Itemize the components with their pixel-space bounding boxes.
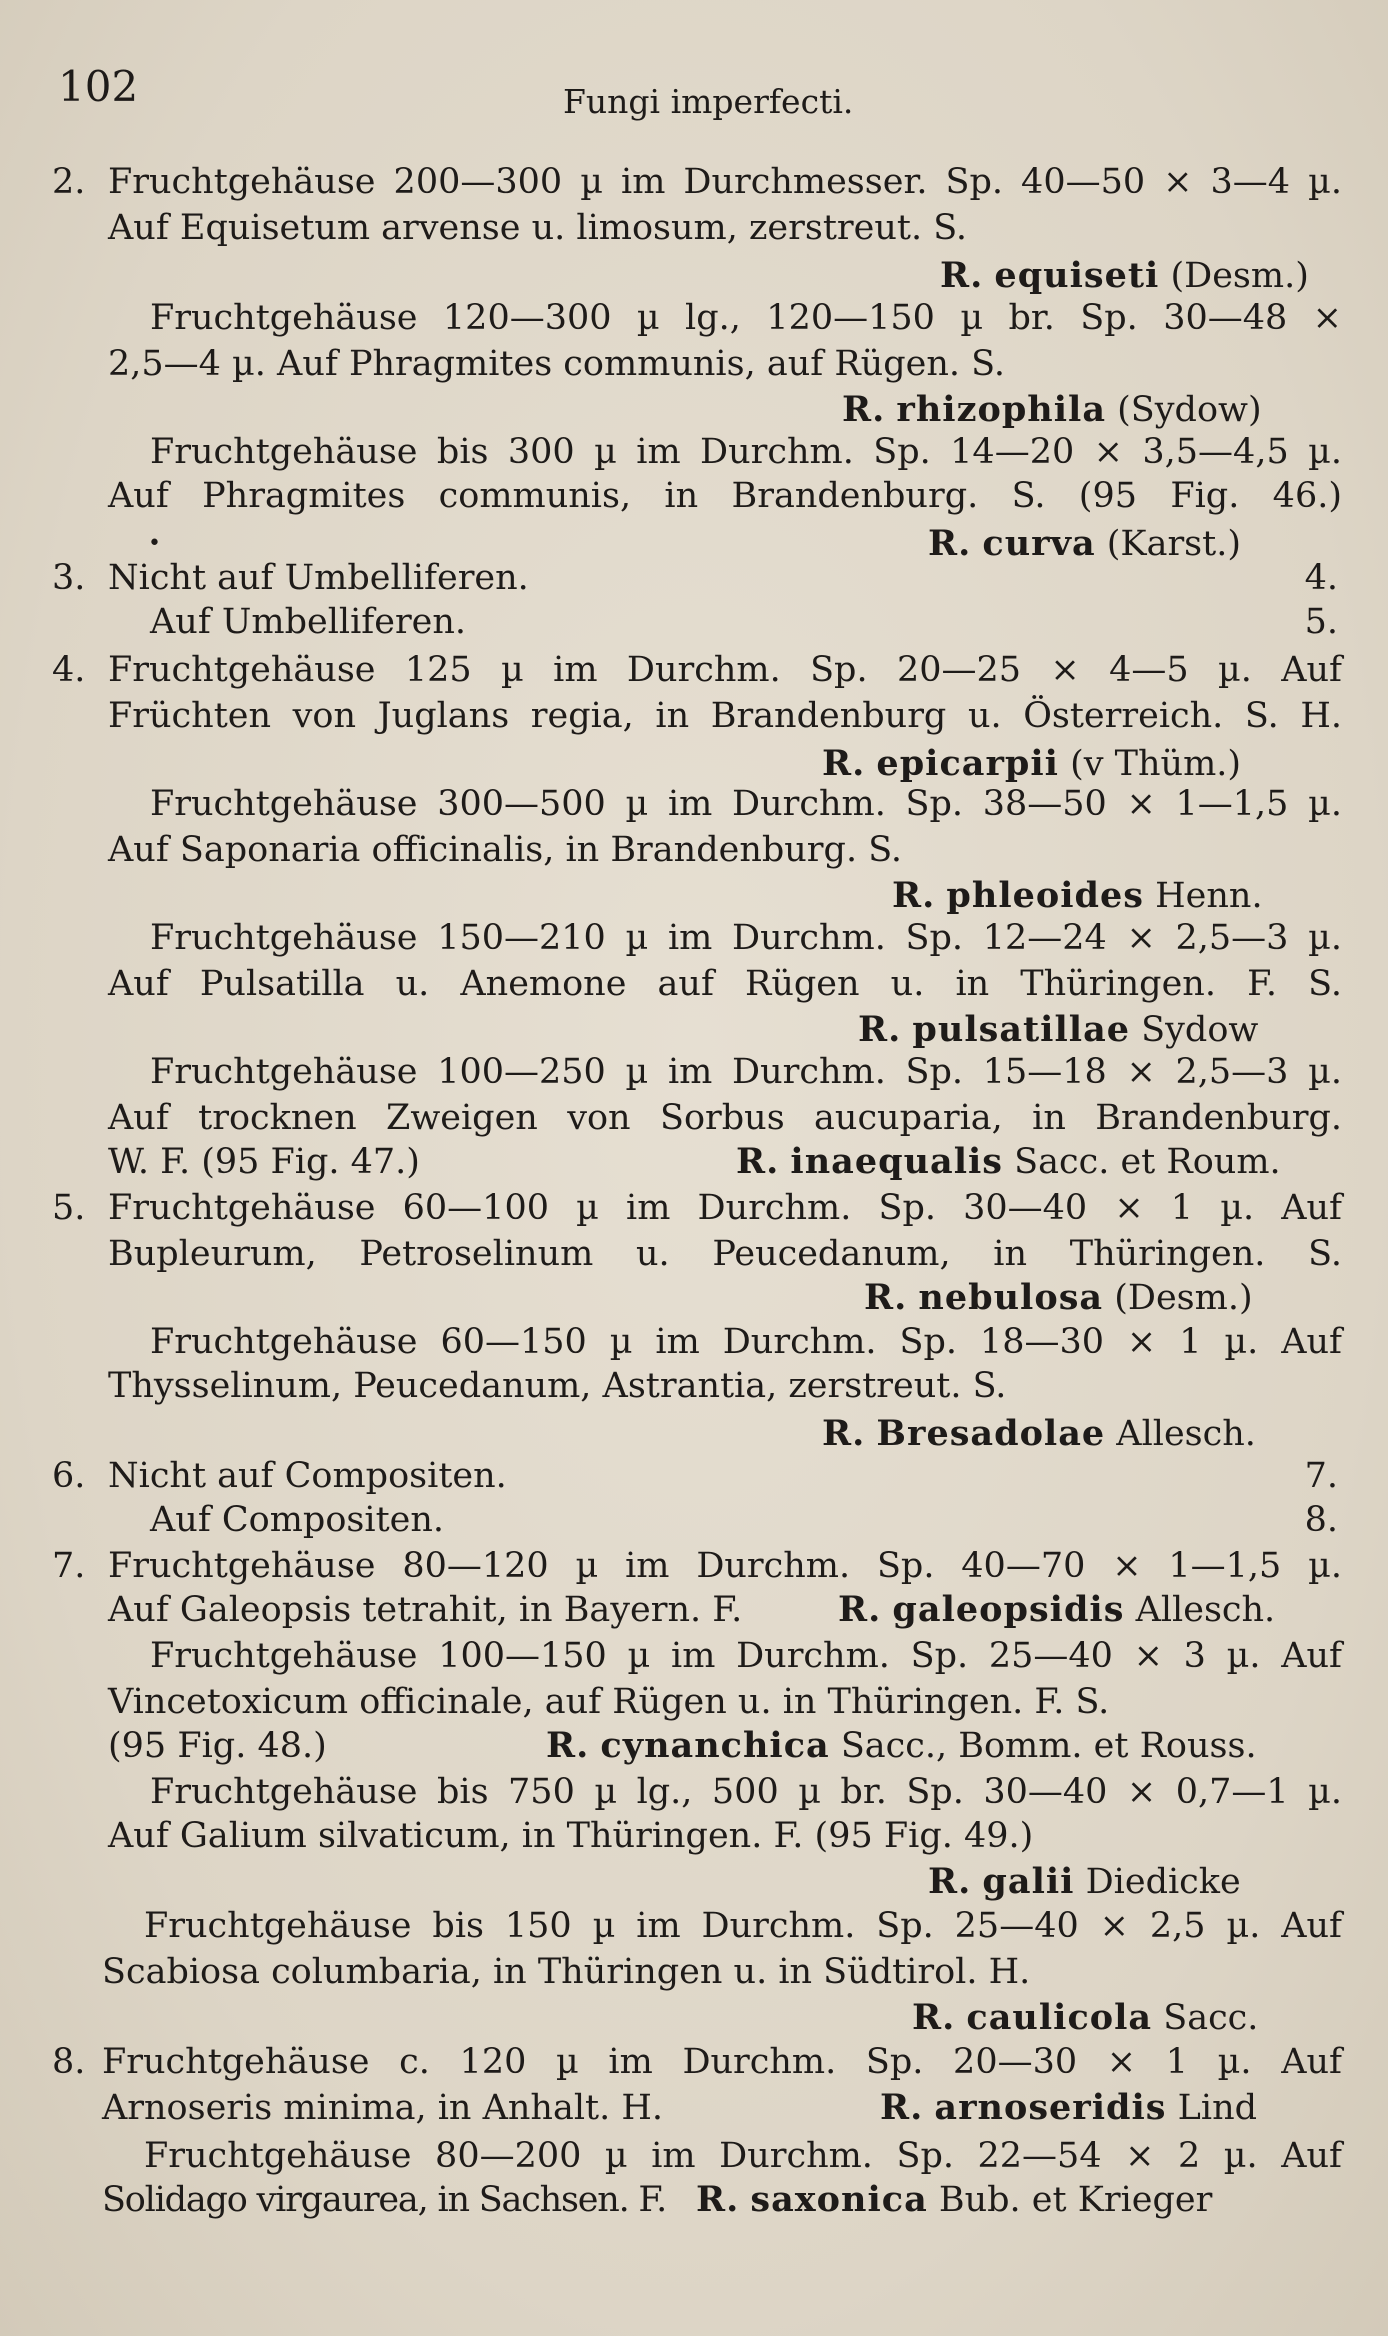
key-line (0, 1364, 1388, 1408)
author-citation: Allesch. (1135, 1590, 1276, 1630)
species-name (864, 1276, 1253, 1320)
key-line (0, 742, 1388, 786)
author-citation: Lind (1177, 2088, 1258, 2128)
key-line (0, 1320, 1388, 1364)
couplet-number: 2. (52, 162, 86, 202)
description-text: Auf Saponaria officinalis, in Brandenburg. S. (108, 830, 903, 870)
key-line (0, 1904, 1388, 1948)
description-text: Fruchtgehäuse 60—100 µ im Durchm. Sp. 30—40 × 1 µ. Auf (108, 1188, 1342, 1228)
species-name (822, 1412, 1256, 1456)
species-epithet: caulicola (966, 1997, 1153, 2038)
species-name (892, 874, 1263, 918)
description-text: Fruchtgehäuse 100—150 µ im Durchm. Sp. 25—40 × 3 µ. Auf (150, 1636, 1342, 1676)
description-text: Fruchtgehäuse 80—120 µ im Durchm. Sp. 40—70 × 1—1,5 µ. (108, 1546, 1342, 1586)
key-line (0, 1634, 1388, 1678)
key-line (0, 1276, 1388, 1320)
key-line (0, 962, 1388, 1006)
description-text: 2,5—4 µ. Auf Phragmites communis, auf Rügen. S. (108, 344, 1005, 384)
description-text: Fruchtgehäuse 120—300 µ lg., 120—150 µ br. Sp. 30—48 × (150, 298, 1342, 338)
lead-reference: 4. (1304, 558, 1338, 598)
key-line (0, 874, 1388, 918)
author-citation: Sacc., Bomm. et Rouss. (840, 1726, 1257, 1766)
author-citation: (Karst.) (1106, 524, 1241, 564)
key-line (0, 648, 1388, 692)
genus-abbrev: R. (928, 523, 972, 564)
key-line (0, 1232, 1388, 1276)
description-text: Auf trocknen Zweigen von Sorbus aucuparia, in Brandenburg. (108, 1098, 1342, 1138)
page-header (58, 62, 1348, 132)
key-line (0, 1814, 1388, 1858)
description-text: Auf Phragmites communis, in Brandenburg. S. (95 Fig. 46.) (108, 476, 1342, 516)
description-text: Auf Galeopsis tetrahit, in Bayern. F. (108, 1590, 743, 1630)
species-name (546, 1724, 1257, 1768)
genus-abbrev: R. (858, 1009, 902, 1050)
description-text: Nicht auf Umbelliferen. (108, 558, 529, 598)
couplet-number: 4. (52, 650, 86, 690)
key-line (0, 1050, 1388, 1094)
species-epithet: epicarpii (876, 743, 1059, 784)
key-line (0, 1544, 1388, 1588)
description-text: Fruchtgehäuse 125 µ im Durchm. Sp. 20—25 × 4—5 µ. Auf (108, 650, 1342, 690)
key-line (0, 1680, 1388, 1724)
species-name (928, 1860, 1241, 1904)
genus-abbrev: R. (736, 1141, 780, 1182)
species-epithet: inaequalis (790, 1141, 1004, 1182)
key-line (0, 1498, 1388, 1542)
species-epithet: Bresadolae (876, 1413, 1106, 1454)
genus-abbrev: R. (880, 2087, 924, 2128)
couplet-number: 7. (52, 1546, 86, 1586)
author-citation: Sacc. (1163, 1998, 1259, 2038)
author-citation: Bub. et Krieger (938, 2180, 1213, 2220)
species-name (696, 2178, 1212, 2222)
description-text: Fruchtgehäuse 200—300 µ im Durchmesser. Sp. 40—50 × 3—4 µ. (108, 162, 1342, 202)
key-line (0, 254, 1388, 298)
author-citation: (Sydow) (1117, 390, 1262, 430)
description-text: Solidago virgaurea, in Sachsen. F. (102, 2180, 666, 2220)
key-line (0, 1860, 1388, 1904)
key-line (0, 2178, 1388, 2222)
description-text: Fruchtgehäuse bis 750 µ lg., 500 µ br. Sp. 30—40 × 0,7—1 µ. (150, 1772, 1342, 1812)
key-line (0, 916, 1388, 960)
key-line (0, 430, 1388, 474)
description-text: Fruchtgehäuse 300—500 µ im Durchm. Sp. 38—50 × 1—1,5 µ. (150, 784, 1342, 824)
key-line (0, 782, 1388, 826)
lead-reference: 5. (1304, 602, 1338, 642)
key-line (0, 1186, 1388, 1230)
key-line (0, 1008, 1388, 1052)
key-line (0, 2134, 1388, 2178)
description-text: Fruchtgehäuse bis 300 µ im Durchm. Sp. 14—20 × 3,5—4,5 µ. (150, 432, 1342, 472)
key-line (0, 1588, 1388, 1632)
species-name (822, 742, 1241, 786)
description-text: Früchten von Juglans regia, in Brandenburg u. Österreich. S. H. (108, 696, 1342, 736)
key-line (0, 1140, 1388, 1184)
species-name (736, 1140, 1281, 1184)
author-citation: (Desm.) (1114, 1278, 1253, 1318)
author-citation: (v Thüm.) (1070, 744, 1242, 784)
genus-abbrev: R. (864, 1277, 908, 1318)
species-epithet: galeopsidis (892, 1589, 1125, 1630)
key-line (0, 2086, 1388, 2130)
description-text: Thysselinum, Peucedanum, Astrantia, zerstreut. S. (108, 1366, 1007, 1406)
couplet-number: 8. (52, 2042, 86, 2082)
genus-abbrev: R. (838, 1589, 882, 1630)
key-line (0, 206, 1388, 250)
description-text: Scabiosa columbaria, in Thüringen u. in Südtirol. H. (102, 1952, 1031, 1992)
genus-abbrev: R. (892, 875, 936, 916)
genus-abbrev: R. (912, 1997, 956, 2038)
species-epithet: rhizophila (896, 389, 1107, 430)
genus-abbrev: R. (546, 1725, 590, 1766)
description-text: (95 Fig. 48.) (108, 1726, 327, 1766)
description-text: Arnoseris minima, in Anhalt. H. (102, 2088, 663, 2128)
species-epithet: arnoseridis (934, 2087, 1167, 2128)
genus-abbrev: R. (822, 743, 866, 784)
description-text: Fruchtgehäuse 60—150 µ im Durchm. Sp. 18—30 × 1 µ. Auf (150, 1322, 1342, 1362)
genus-abbrev: R. (822, 1413, 866, 1454)
couplet-number: 5. (52, 1188, 86, 1228)
key-line (0, 1770, 1388, 1814)
key-line (0, 1950, 1388, 1994)
key-line (0, 1096, 1388, 1140)
species-epithet: nebulosa (918, 1277, 1104, 1318)
stray-mark: • (148, 531, 161, 556)
genus-abbrev: R. (940, 255, 984, 296)
key-line (0, 1454, 1388, 1498)
key-line (0, 296, 1388, 340)
key-line (0, 828, 1388, 872)
species-name (858, 1008, 1258, 1052)
author-citation: Henn. (1155, 876, 1263, 916)
species-epithet: phleoides (946, 875, 1144, 916)
description-text: Auf Galium silvaticum, in Thüringen. F. (95 Fig. 49.) (108, 1816, 1034, 1856)
key-line (0, 694, 1388, 738)
couplet-number: 6. (52, 1456, 86, 1496)
species-epithet: saxonica (750, 2179, 928, 2220)
key-line (0, 600, 1388, 644)
description-text: Vincetoxicum officinale, auf Rügen u. in Thüringen. F. S. (108, 1682, 1110, 1722)
key-line (0, 1412, 1388, 1456)
description-text: W. F. (95 Fig. 47.) (108, 1142, 420, 1182)
author-citation: Sydow (1141, 1010, 1259, 1050)
key-line (0, 388, 1388, 432)
key-line (0, 474, 1388, 518)
description-text: Fruchtgehäuse 100—250 µ im Durchm. Sp. 15—18 × 2,5—3 µ. (150, 1052, 1342, 1092)
lead-reference: 7. (1304, 1456, 1338, 1496)
genus-abbrev: R. (696, 2179, 740, 2220)
running-title: Fungi imperfecti. (563, 82, 854, 121)
key-line (0, 160, 1388, 204)
key-line (0, 1724, 1388, 1768)
species-name (842, 388, 1262, 432)
genus-abbrev: R. (928, 1861, 972, 1902)
page-number: 102 (58, 62, 139, 111)
description-text: Nicht auf Compositen. (108, 1456, 507, 1496)
species-epithet: pulsatillae (912, 1009, 1131, 1050)
author-citation: Sacc. et Roum. (1014, 1142, 1281, 1182)
key-line (0, 2040, 1388, 2084)
lead-reference: 8. (1304, 1500, 1338, 1540)
description-text: Auf Umbelliferen. (150, 602, 467, 642)
key-line (0, 342, 1388, 386)
description-text: Auf Pulsatilla u. Anemone auf Rügen u. in Thüringen. F. S. (108, 964, 1342, 1004)
description-text: Bupleurum, Petroselinum u. Peucedanum, in Thüringen. S. (108, 1234, 1342, 1274)
description-text: Fruchtgehäuse bis 150 µ im Durchm. Sp. 25—40 × 2,5 µ. Auf (144, 1906, 1342, 1946)
description-text: Auf Compositen. (150, 1500, 445, 1540)
author-citation: (Desm.) (1170, 256, 1309, 296)
species-name (838, 1588, 1275, 1632)
author-citation: Diedicke (1085, 1862, 1241, 1902)
species-name (880, 2086, 1257, 2130)
key-line (0, 556, 1388, 600)
description-text: Fruchtgehäuse c. 120 µ im Durchm. Sp. 20—30 × 1 µ. Auf (102, 2042, 1342, 2082)
description-text: Fruchtgehäuse 150—210 µ im Durchm. Sp. 12—24 × 2,5—3 µ. (150, 918, 1342, 958)
author-citation: Allesch. (1116, 1414, 1256, 1454)
key-line (0, 1996, 1388, 2040)
description-text: Auf Equisetum arvense u. limosum, zerstreut. S. (108, 208, 968, 248)
species-name (940, 254, 1309, 298)
species-epithet: cynanchica (600, 1725, 830, 1766)
species-epithet: galii (982, 1861, 1075, 1902)
couplet-number: 3. (52, 558, 86, 598)
description-text: Fruchtgehäuse 80—200 µ im Durchm. Sp. 22—54 × 2 µ. Auf (144, 2136, 1342, 2176)
genus-abbrev: R. (842, 389, 886, 430)
species-epithet: curva (982, 523, 1096, 564)
species-epithet: equiseti (994, 255, 1160, 296)
species-name (912, 1996, 1258, 2040)
